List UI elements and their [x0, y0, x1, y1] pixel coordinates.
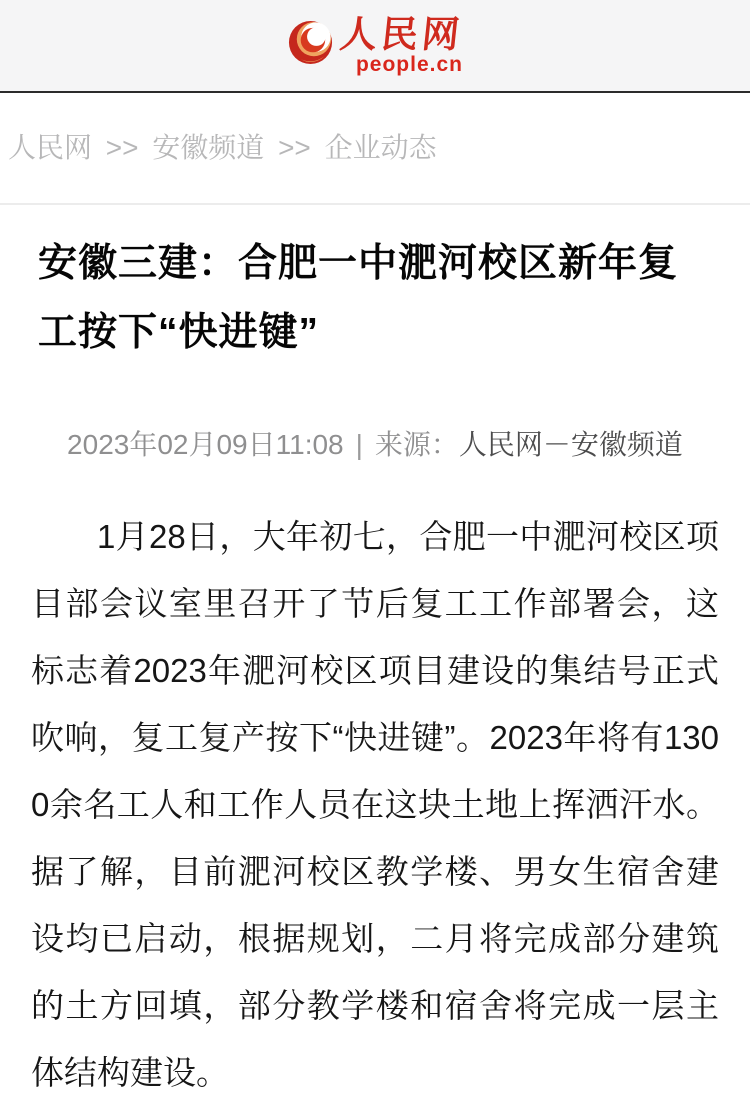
site-header: [0, 0, 750, 93]
source-label: 来源：: [374, 429, 459, 460]
breadcrumb: [0, 93, 750, 163]
breadcrumb-separator: >>: [278, 132, 311, 163]
meta-divider: |: [355, 429, 363, 460]
source-name[interactable]: 人民网－安徽频道: [458, 429, 683, 460]
publish-datetime: 2023年02月09日11:08: [67, 429, 344, 460]
people-cn-swirl-icon: [287, 19, 334, 66]
logo-cn-wordmark: 人民网: [337, 13, 466, 55]
article-body: [31, 503, 719, 1106]
breadcrumb-item-home[interactable]: 人民网: [8, 132, 93, 163]
people-cn-logo[interactable]: [287, 13, 466, 76]
article-meta: [0, 425, 750, 465]
breadcrumb-divider: [0, 203, 750, 205]
breadcrumb-separator: >>: [105, 132, 139, 163]
breadcrumb-item-channel[interactable]: 安徽频道: [152, 132, 265, 163]
article-main: [0, 229, 750, 1106]
logo-text-block: [337, 13, 466, 76]
breadcrumb-item-section[interactable]: 企业动态: [324, 132, 437, 163]
article-paragraph: 1月28日，大年初七，合肥一中淝河校区项目部会议室里召开了节后复工工作部署会，这标志着2023年淝河校区项目建设的集结号正式吹响，复工复产按下“快进键”。2023年将有1300余名工人和工作人员在这块土地上挥洒汗水。据了解，目前淝河校区教学楼、男女生宿舍建设均已启动，根据规划，二月将完成部分建筑的土方回填，部分教学楼和宿舍将完成一层主体结构建设。: [31, 518, 719, 1091]
logo-en-wordmark: people.cn: [355, 52, 463, 76]
article-title: 安徽三建：合肥一中淝河校区新年复工按下“快进键”: [38, 242, 679, 354]
